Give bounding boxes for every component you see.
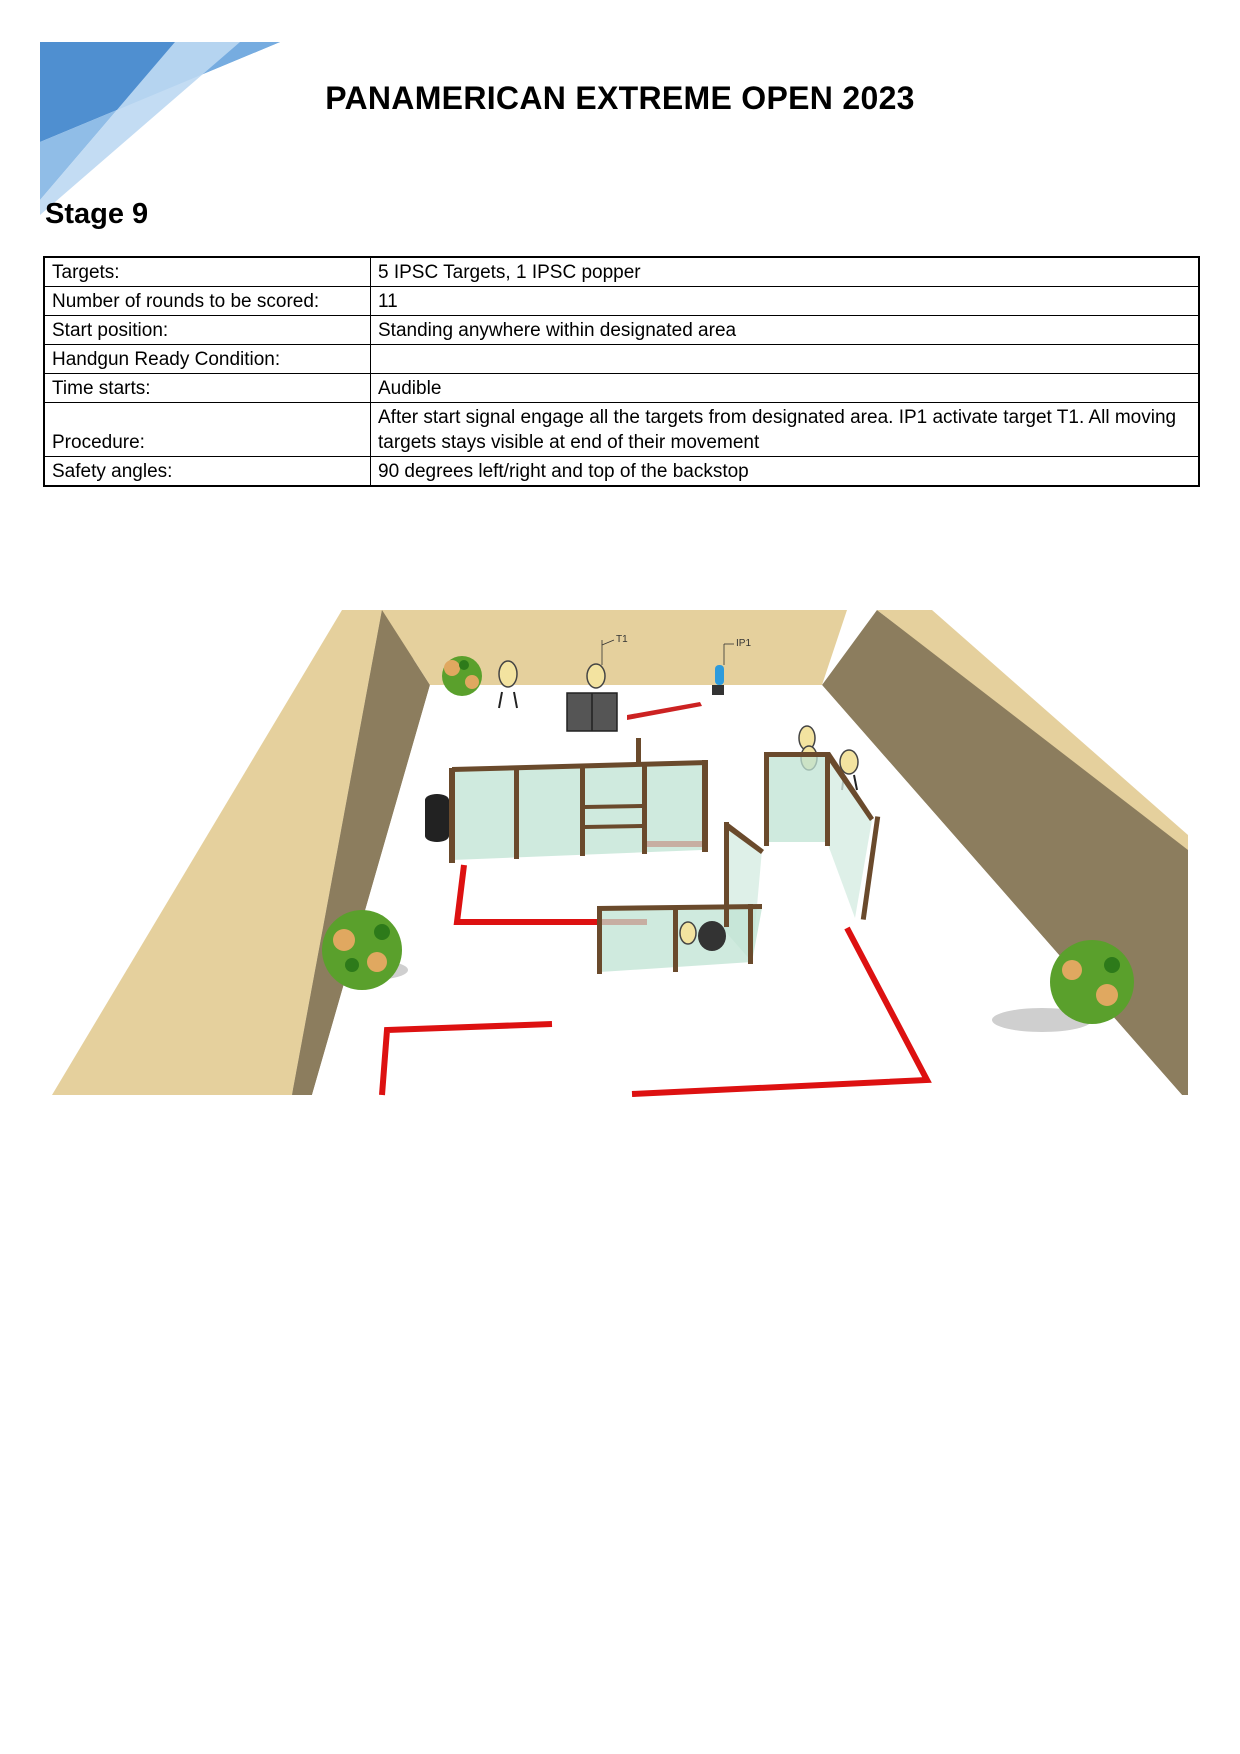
stage-diagram: [52, 610, 1188, 1170]
table-row: [44, 457, 1199, 487]
label-t1: T1: [616, 634, 628, 645]
row-label: Start position:: [44, 316, 371, 345]
row-value: 90 degrees left/right and top of the backstop: [371, 457, 1200, 487]
table-row: [44, 287, 1199, 316]
table-row: [44, 316, 1199, 345]
row-value: Audible: [371, 374, 1200, 403]
stage-title: Stage 9: [45, 198, 149, 230]
row-value: Standing anywhere within designated area: [371, 316, 1200, 345]
table-row: [44, 345, 1199, 374]
row-label: Targets:: [44, 257, 371, 287]
table-row: [44, 257, 1199, 287]
row-label: Time starts:: [44, 374, 371, 403]
stage-info-table: [43, 256, 1200, 487]
table-row: [44, 374, 1199, 403]
row-value: After start signal engage all the targets from designated area. IP1 activate target T1. All moving targets stays visible at end of their movement: [371, 403, 1200, 457]
tire-stack-icon: [425, 794, 449, 842]
row-label: Number of rounds to be scored:: [44, 287, 371, 316]
row-label: Safety angles:: [44, 457, 371, 487]
row-value: [371, 345, 1200, 374]
row-label: Handgun Ready Condition:: [44, 345, 371, 374]
row-label: Procedure:: [44, 403, 371, 457]
plant-icon: [442, 656, 482, 696]
label-ip1: IP1: [736, 638, 752, 649]
table-row: [44, 403, 1199, 457]
row-value: 5 IPSC Targets, 1 IPSC popper: [371, 257, 1200, 287]
page-title: PANAMERICAN EXTREME OPEN 2023: [325, 80, 915, 116]
row-value: 11: [371, 287, 1200, 316]
